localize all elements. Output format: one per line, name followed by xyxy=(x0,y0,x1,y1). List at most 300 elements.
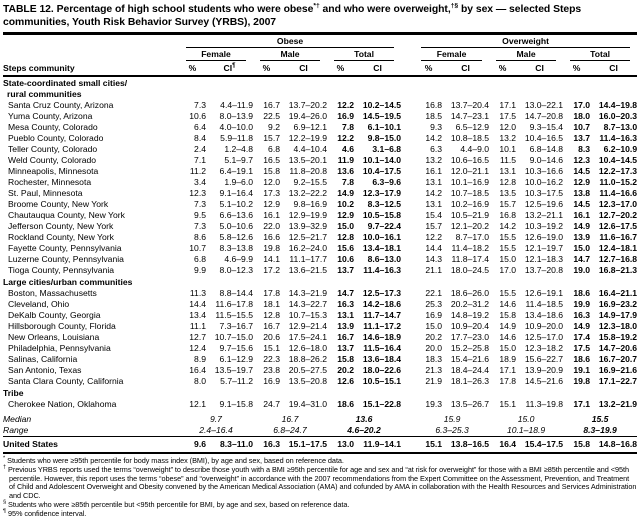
community-row xyxy=(3,376,637,387)
percent-value: 12.0 xyxy=(253,177,280,188)
community-row xyxy=(3,155,637,166)
percent-value: 14.9 xyxy=(327,188,354,199)
ci-value: 8.3–13.8 xyxy=(206,243,253,254)
percent-value: 18.1 xyxy=(253,299,280,310)
ci-value: 11.3–19.8 xyxy=(516,399,563,410)
percent-value: 3.4 xyxy=(179,177,206,188)
percent-value: 12.2 xyxy=(327,133,354,144)
ci-value: 10.9–20.4 xyxy=(442,321,489,332)
community-name: Weld County, Colorado xyxy=(3,155,179,166)
percent-value: 20.2 xyxy=(327,365,354,376)
percent-value: 16.1 xyxy=(563,210,590,221)
ci-value: 11.0–15.2 xyxy=(590,177,637,188)
percent-value: 11.2 xyxy=(179,166,206,177)
ci-value: 15.4–21.6 xyxy=(442,354,489,365)
percent-value: 15.1 xyxy=(489,399,516,410)
percent-value: 9.9 xyxy=(179,265,206,276)
community-row xyxy=(3,232,637,243)
percent-value: 15.7 xyxy=(253,133,280,144)
ci-header: CI xyxy=(442,61,489,76)
ci-value: 13.9–20.9 xyxy=(516,365,563,376)
percent-value: 9.6 xyxy=(179,437,206,454)
ci-value: 13.4–18.6 xyxy=(516,310,563,321)
percent-value: 17.1 xyxy=(489,365,516,376)
percent-value: 14.7 xyxy=(327,288,354,299)
title-text: TABLE 12. Percentage of high school students who were obese xyxy=(3,4,313,15)
percent-value: 13.6 xyxy=(327,166,354,177)
ci-value: 14.2–18.6 xyxy=(354,299,401,310)
community-name: Yuma County, Arizona xyxy=(3,111,179,122)
percent-value: 14.2 xyxy=(401,188,442,199)
ci-value: 10.8–18.5 xyxy=(442,133,489,144)
ci-value: 5.9–11.8 xyxy=(206,133,253,144)
ci-value: 18.1–26.3 xyxy=(442,376,489,387)
obese-group-header xyxy=(179,35,401,48)
ci-value: 8.6–13.0 xyxy=(354,254,401,265)
percent-value: 12.1 xyxy=(179,399,206,410)
percent-value: 17.1 xyxy=(563,399,590,410)
percent-value: 17.5 xyxy=(563,343,590,354)
ci-value: 12.0–21.1 xyxy=(442,166,489,177)
ci-value: 14.7–20.6 xyxy=(590,343,637,354)
community-row xyxy=(3,221,637,232)
community-row xyxy=(3,365,637,376)
footnote-dagger xyxy=(3,466,637,501)
ci-value: 20.2–31.2 xyxy=(442,299,489,310)
percent-value: 7.1 xyxy=(179,155,206,166)
ci-value: 15.1–22.8 xyxy=(354,399,401,410)
percent-value: 22.1 xyxy=(401,288,442,299)
community-row xyxy=(3,399,637,410)
percent-value: 6.4 xyxy=(179,122,206,133)
ci-value: 12.1–20.2 xyxy=(442,221,489,232)
ci-value: 10.2–16.9 xyxy=(442,199,489,210)
percent-value: 17.0 xyxy=(489,265,516,276)
ci-value: 15.2–25.8 xyxy=(442,343,489,354)
percent-value: 16.1 xyxy=(401,166,442,177)
ci-value: 11.4–18.5 xyxy=(516,299,563,310)
percent-value: 16.9 xyxy=(327,111,354,122)
ci-value: 18.0–24.5 xyxy=(442,265,489,276)
ci-header: CI xyxy=(516,61,563,76)
community-name: Pueblo County, Colorado xyxy=(3,133,179,144)
overweight-female-header xyxy=(401,48,489,61)
ci-value: 11.6–17.8 xyxy=(206,299,253,310)
ci-value: 10.5–15.1 xyxy=(354,376,401,387)
ci-value: 6.9–12.1 xyxy=(280,122,327,133)
percent-value: 10.7 xyxy=(563,122,590,133)
ci-value: 15.1–17.5 xyxy=(280,437,327,454)
summary-value: 15.5 xyxy=(563,410,637,425)
ci-header: CI xyxy=(590,61,637,76)
community-name: Tioga County, Pennsylvania xyxy=(3,265,179,276)
percent-value: 14.2 xyxy=(489,221,516,232)
ci-value: 13.7–20.2 xyxy=(280,100,327,111)
percent-value: 19.3 xyxy=(401,399,442,410)
ci-value: 4.4–9.0 xyxy=(442,144,489,155)
ci-value: 6.1–10.1 xyxy=(354,122,401,133)
percent-value: 13.5 xyxy=(489,188,516,199)
obese-male-header xyxy=(253,48,327,61)
ci-value: 13.5–20.8 xyxy=(280,376,327,387)
ci-header: CI xyxy=(354,61,401,76)
community-name: Broome County, New York xyxy=(3,199,179,210)
percent-value: 12.9 xyxy=(327,210,354,221)
percent-value: 15.0 xyxy=(401,321,442,332)
ci-value: 10.7–15.0 xyxy=(206,332,253,343)
community-name: Boston, Massachusetts xyxy=(3,288,179,299)
ci-value: 18.8–26.2 xyxy=(280,354,327,365)
ci-value: 7.3–16.7 xyxy=(206,321,253,332)
community-row xyxy=(3,310,637,321)
percent-value: 21.1 xyxy=(401,265,442,276)
percent-value: 15.7 xyxy=(401,221,442,232)
footnote-marker: § xyxy=(3,499,6,505)
percent-value: 9.2 xyxy=(253,122,280,133)
ci-value: 14.4–19.8 xyxy=(590,100,637,111)
ci-value: 10.6–16.5 xyxy=(442,155,489,166)
percent-value: 18.0 xyxy=(563,111,590,122)
ci-value: 12.4–18.1 xyxy=(590,243,637,254)
summary-value: 9.7 xyxy=(179,410,253,425)
percent-value: 16.8 xyxy=(401,100,442,111)
community-name: Luzerne County, Pennsylvania xyxy=(3,254,179,265)
ci-value: 14.7–20.8 xyxy=(516,111,563,122)
ci-value: 13.8–16.5 xyxy=(442,437,489,454)
ci-value: 14.3–22.7 xyxy=(280,299,327,310)
ci-value: 9.3–15.4 xyxy=(516,122,563,133)
ci-value: 13.4–18.1 xyxy=(354,243,401,254)
ci-value: 13.9–32.9 xyxy=(280,221,327,232)
percent-value: 12.6 xyxy=(327,376,354,387)
ci-value: 13.2–22.2 xyxy=(280,188,327,199)
community-name: DeKalb County, Georgia xyxy=(3,310,179,321)
percent-value: 16.8 xyxy=(489,210,516,221)
percent-value: 15.8 xyxy=(327,354,354,365)
community-name: Cherokee Nation, Oklahoma xyxy=(3,399,179,410)
percent-value: 16.9 xyxy=(253,376,280,387)
ci-value: 6.4–19.1 xyxy=(206,166,253,177)
ci-value: 14.5–19.5 xyxy=(354,111,401,122)
ci-value: 9.7–22.4 xyxy=(354,221,401,232)
percent-value: 17.8 xyxy=(489,376,516,387)
percent-value: 12.8 xyxy=(253,310,280,321)
percent-value: 21.9 xyxy=(401,376,442,387)
ci-value: 17.7–23.0 xyxy=(442,332,489,343)
ci-value: 16.2–24.0 xyxy=(280,243,327,254)
ci-value: 15.4–17.5 xyxy=(516,437,563,454)
percent-value: 8.9 xyxy=(179,354,206,365)
ci-value: 1.2–4.8 xyxy=(206,144,253,155)
percent-value: 22.3 xyxy=(253,354,280,365)
percent-value: 20.0 xyxy=(401,343,442,354)
percent-value: 13.1 xyxy=(401,199,442,210)
percent-value: 17.5 xyxy=(489,111,516,122)
ci-value: 6.6–13.6 xyxy=(206,210,253,221)
ci-value: 11.9–14.1 xyxy=(354,437,401,454)
percent-value: 14.6 xyxy=(489,299,516,310)
ci-value: 18.6–26.0 xyxy=(442,288,489,299)
male-label: Male xyxy=(496,48,556,61)
ci-value: 11.5–16.4 xyxy=(354,343,401,354)
percent-value: 16.6 xyxy=(253,232,280,243)
title-text: and who were overweight, xyxy=(320,4,451,15)
ci-value: 12.3–18.2 xyxy=(516,343,563,354)
percent-value: 14.9 xyxy=(563,221,590,232)
percent-header: % xyxy=(253,61,280,76)
percent-value: 7.3 xyxy=(179,199,206,210)
ci-value: 12.5–19.6 xyxy=(516,199,563,210)
percent-value: 15.8 xyxy=(489,310,516,321)
ci-value: 8.7–13.0 xyxy=(590,122,637,133)
ci-value: 13.7–20.4 xyxy=(442,100,489,111)
ci-footnote-mark: ¶ xyxy=(232,63,235,69)
percent-value: 12.2 xyxy=(327,100,354,111)
ci-value: 10.0–16.1 xyxy=(354,232,401,243)
percent-value: 25.3 xyxy=(401,299,442,310)
overweight-label: Overweight xyxy=(421,35,630,48)
community-row xyxy=(3,288,637,299)
percent-value: 16.7 xyxy=(253,321,280,332)
ci-value: 13.2–21.1 xyxy=(516,210,563,221)
ci-value: 11.4–18.2 xyxy=(442,243,489,254)
ci-value: 12.9–19.9 xyxy=(280,210,327,221)
title-footnote-marks: †§ xyxy=(451,3,458,10)
ci-value: 8.3–12.5 xyxy=(354,199,401,210)
percent-value: 14.9 xyxy=(489,321,516,332)
ci-value: 1.9–6.0 xyxy=(206,177,253,188)
community-row xyxy=(3,111,637,122)
percent-value: 14.6 xyxy=(489,332,516,343)
percent-value: 10.1 xyxy=(489,144,516,155)
community-name: Hillsborough County, Florida xyxy=(3,321,179,332)
median-row xyxy=(3,410,637,425)
ci-value: 15.8–19.2 xyxy=(590,332,637,343)
community-row xyxy=(3,243,637,254)
ci-value: 8.0–12.3 xyxy=(206,265,253,276)
ci-value: 12.6–18.0 xyxy=(280,343,327,354)
percent-value: 16.5 xyxy=(253,155,280,166)
ci-value: 12.6–19.1 xyxy=(516,288,563,299)
ci-value: 8.0–13.9 xyxy=(206,111,253,122)
title-text: by sex — selected Steps communities, Youth Risk Behavior Survey (YRBS), 2007 xyxy=(3,4,581,28)
ci-value: 10.5–21.9 xyxy=(442,210,489,221)
percent-value: 16.3 xyxy=(327,299,354,310)
percent-value: 13.1 xyxy=(489,166,516,177)
ci-value: 12.1–18.3 xyxy=(516,254,563,265)
percent-value: 22.5 xyxy=(253,111,280,122)
ci-value: 11.4–16.3 xyxy=(590,133,637,144)
percent-header: % xyxy=(327,61,354,76)
community-name: Santa Cruz County, Arizona xyxy=(3,100,179,111)
ci-value: 8.8–14.4 xyxy=(206,288,253,299)
ci-value: 12.5–17.3 xyxy=(354,288,401,299)
footnote-text: Previous YRBS reports used the terms “overweight” to describe those youth with a BMI ≥95th percentile for age and sex and “at risk for overweight” for those with a BMI ≥85th percentile and <95th percentile. However, this report uses the terms “obese” and “overweight” in accordance with the 2007 recommendations from the Expert Committee on the Assessment, Prevention, and Treatment of Child and Adolescent Overweight and Obesity convened by the American Medical Association (AMA) and cofunded by AMA in collaboration with the Health Resources and Services Administration and CDC. xyxy=(8,465,636,500)
percent-value: 19.8 xyxy=(563,376,590,387)
summary-value: 2.4–16.4 xyxy=(179,425,253,437)
ci-value: 14.5–21.6 xyxy=(516,376,563,387)
ci-value: 14.7–23.1 xyxy=(442,111,489,122)
ci-value: 17.5–24.1 xyxy=(280,332,327,343)
percent-value: 19.1 xyxy=(563,365,590,376)
community-name: New Orleans, Louisiana xyxy=(3,332,179,343)
footnote-text: 95% confidence interval. xyxy=(8,509,86,518)
percent-value: 10.6 xyxy=(327,254,354,265)
male-label: Male xyxy=(260,48,320,61)
ci-value: 8.3–11.0 xyxy=(206,437,253,454)
percent-value: 7.3 xyxy=(179,100,206,111)
ci-value: 12.2–19.9 xyxy=(280,133,327,144)
percent-value: 7.3 xyxy=(179,221,206,232)
ci-value: 13.5–20.1 xyxy=(280,155,327,166)
title-footnote-marks: *† xyxy=(313,3,319,10)
ci-value: 10.4–14.5 xyxy=(590,155,637,166)
community-row xyxy=(3,166,637,177)
ci-value: 11.1–17.2 xyxy=(354,321,401,332)
percent-value: 17.8 xyxy=(253,288,280,299)
community-name: San Antonio, Texas xyxy=(3,365,179,376)
community-row xyxy=(3,265,637,276)
ci-value: 20.5–27.5 xyxy=(280,365,327,376)
percent-value: 14.2 xyxy=(401,133,442,144)
ci-value: 10.3–16.6 xyxy=(516,166,563,177)
ci-value: 10.1–14.0 xyxy=(354,155,401,166)
steps-communities-table xyxy=(3,35,637,454)
percent-value: 12.9 xyxy=(253,199,280,210)
percent-value: 10.6 xyxy=(179,111,206,122)
percent-value: 20.2 xyxy=(401,332,442,343)
ci-label: CI xyxy=(224,63,233,73)
community-row xyxy=(3,343,637,354)
ci-value: 12.2–17.3 xyxy=(590,166,637,177)
ci-value: 13.7–20.8 xyxy=(516,265,563,276)
overweight-male-header xyxy=(489,48,563,61)
summary-value: 6.3–25.3 xyxy=(401,425,489,437)
community-row xyxy=(3,299,637,310)
group-header-row xyxy=(3,35,637,48)
community-name: Salinas, California xyxy=(3,354,179,365)
percent-value: 10.7 xyxy=(179,243,206,254)
ci-value: 16.9–21.6 xyxy=(590,365,637,376)
percent-value: 18.5 xyxy=(401,111,442,122)
ci-value: 10.7–18.5 xyxy=(442,188,489,199)
percent-value: 18.6 xyxy=(327,399,354,410)
percent-value: 9.3 xyxy=(401,122,442,133)
ci-value: 11.8–17.4 xyxy=(442,254,489,265)
percent-value: 12.0 xyxy=(489,122,516,133)
ci-value: 12.3–17.0 xyxy=(590,199,637,210)
percent-value: 14.1 xyxy=(253,254,280,265)
percent-value: 17.4 xyxy=(563,332,590,343)
percent-value: 13.7 xyxy=(327,343,354,354)
ci-value: 10.4–17.5 xyxy=(354,166,401,177)
ci-value: 5.1–10.2 xyxy=(206,199,253,210)
community-name: Rockland County, New York xyxy=(3,232,179,243)
percent-value: 15.0 xyxy=(489,254,516,265)
ci-value: 10.5–15.8 xyxy=(354,210,401,221)
section-header-row xyxy=(3,76,637,100)
ci-value: 16.4–21.1 xyxy=(590,288,637,299)
ci-value: 12.6–19.0 xyxy=(516,232,563,243)
community-row xyxy=(3,133,637,144)
table-title xyxy=(3,3,637,29)
ci-value: 14.8–16.8 xyxy=(590,437,637,454)
percent-value: 13.4 xyxy=(179,310,206,321)
community-row xyxy=(3,144,637,155)
percent-value: 15.5 xyxy=(489,288,516,299)
community-row xyxy=(3,122,637,133)
percent-value: 12.8 xyxy=(327,232,354,243)
section-header: Tribe xyxy=(3,387,637,399)
total-label: Total xyxy=(570,48,630,61)
community-name: Jefferson County, New York xyxy=(3,221,179,232)
ci-value: 18.4–24.4 xyxy=(442,365,489,376)
percent-value: 13.1 xyxy=(401,177,442,188)
percent-value: 16.7 xyxy=(327,332,354,343)
percent-value: 17.2 xyxy=(253,265,280,276)
percent-value: 15.7 xyxy=(489,199,516,210)
community-row xyxy=(3,210,637,221)
ci-value: 16.8–21.3 xyxy=(590,265,637,276)
ci-value: 10.0–16.2 xyxy=(516,177,563,188)
united-states-label: United States xyxy=(3,437,179,454)
ci-value: 12.9–21.4 xyxy=(280,321,327,332)
percent-value: 13.2 xyxy=(489,133,516,144)
ci-value: 14.3–21.9 xyxy=(280,288,327,299)
section-header: Large cities/urban communities xyxy=(3,276,637,288)
ci-value: 13.6–21.5 xyxy=(280,265,327,276)
united-states-row xyxy=(3,437,637,454)
ci-value: 11.6–16.7 xyxy=(590,232,637,243)
percent-value: 12.3 xyxy=(563,155,590,166)
community-name: Cleveland, Ohio xyxy=(3,299,179,310)
percent-value: 13.9 xyxy=(563,232,590,243)
footnote-marker: * xyxy=(3,456,5,462)
ci-value: 9.0–14.6 xyxy=(516,155,563,166)
ci-value: 4.4–10.4 xyxy=(280,144,327,155)
community-name: Chautauqua County, New York xyxy=(3,210,179,221)
percent-value: 14.4 xyxy=(179,299,206,310)
ci-value: 5.8–12.6 xyxy=(206,232,253,243)
percent-value: 13.9 xyxy=(327,321,354,332)
ci-value: 4.0–10.0 xyxy=(206,122,253,133)
stub-column-header xyxy=(3,35,179,76)
ci-value: 9.8–15.0 xyxy=(354,133,401,144)
ci-value: 13.2–21.9 xyxy=(590,399,637,410)
ci-value: 10.4–16.5 xyxy=(516,133,563,144)
summary-label: Range xyxy=(3,425,179,437)
percent-value: 14.4 xyxy=(401,243,442,254)
ci-value: 11.4–16.3 xyxy=(354,265,401,276)
ci-value: 16.9–23.2 xyxy=(590,299,637,310)
percent-value: 17.1 xyxy=(489,100,516,111)
percent-value: 7.8 xyxy=(327,122,354,133)
percent-value: 16.1 xyxy=(253,210,280,221)
ci-value: 12.1–19.7 xyxy=(516,243,563,254)
percent-value: 16.9 xyxy=(401,310,442,321)
ci-value: 16.0–20.3 xyxy=(590,111,637,122)
percent-value: 15.5 xyxy=(489,232,516,243)
obese-total-header xyxy=(327,48,401,61)
ci-value: 12.5–21.7 xyxy=(280,232,327,243)
ci-value: 5.0–10.6 xyxy=(206,221,253,232)
percent-value: 11.5 xyxy=(489,155,516,166)
ci-value: 9.2–15.5 xyxy=(280,177,327,188)
percent-value: 6.8 xyxy=(179,254,206,265)
ci-value: 10.3–17.5 xyxy=(516,188,563,199)
ci-value: 12.3–18.0 xyxy=(590,321,637,332)
percent-value: 13.8 xyxy=(563,188,590,199)
